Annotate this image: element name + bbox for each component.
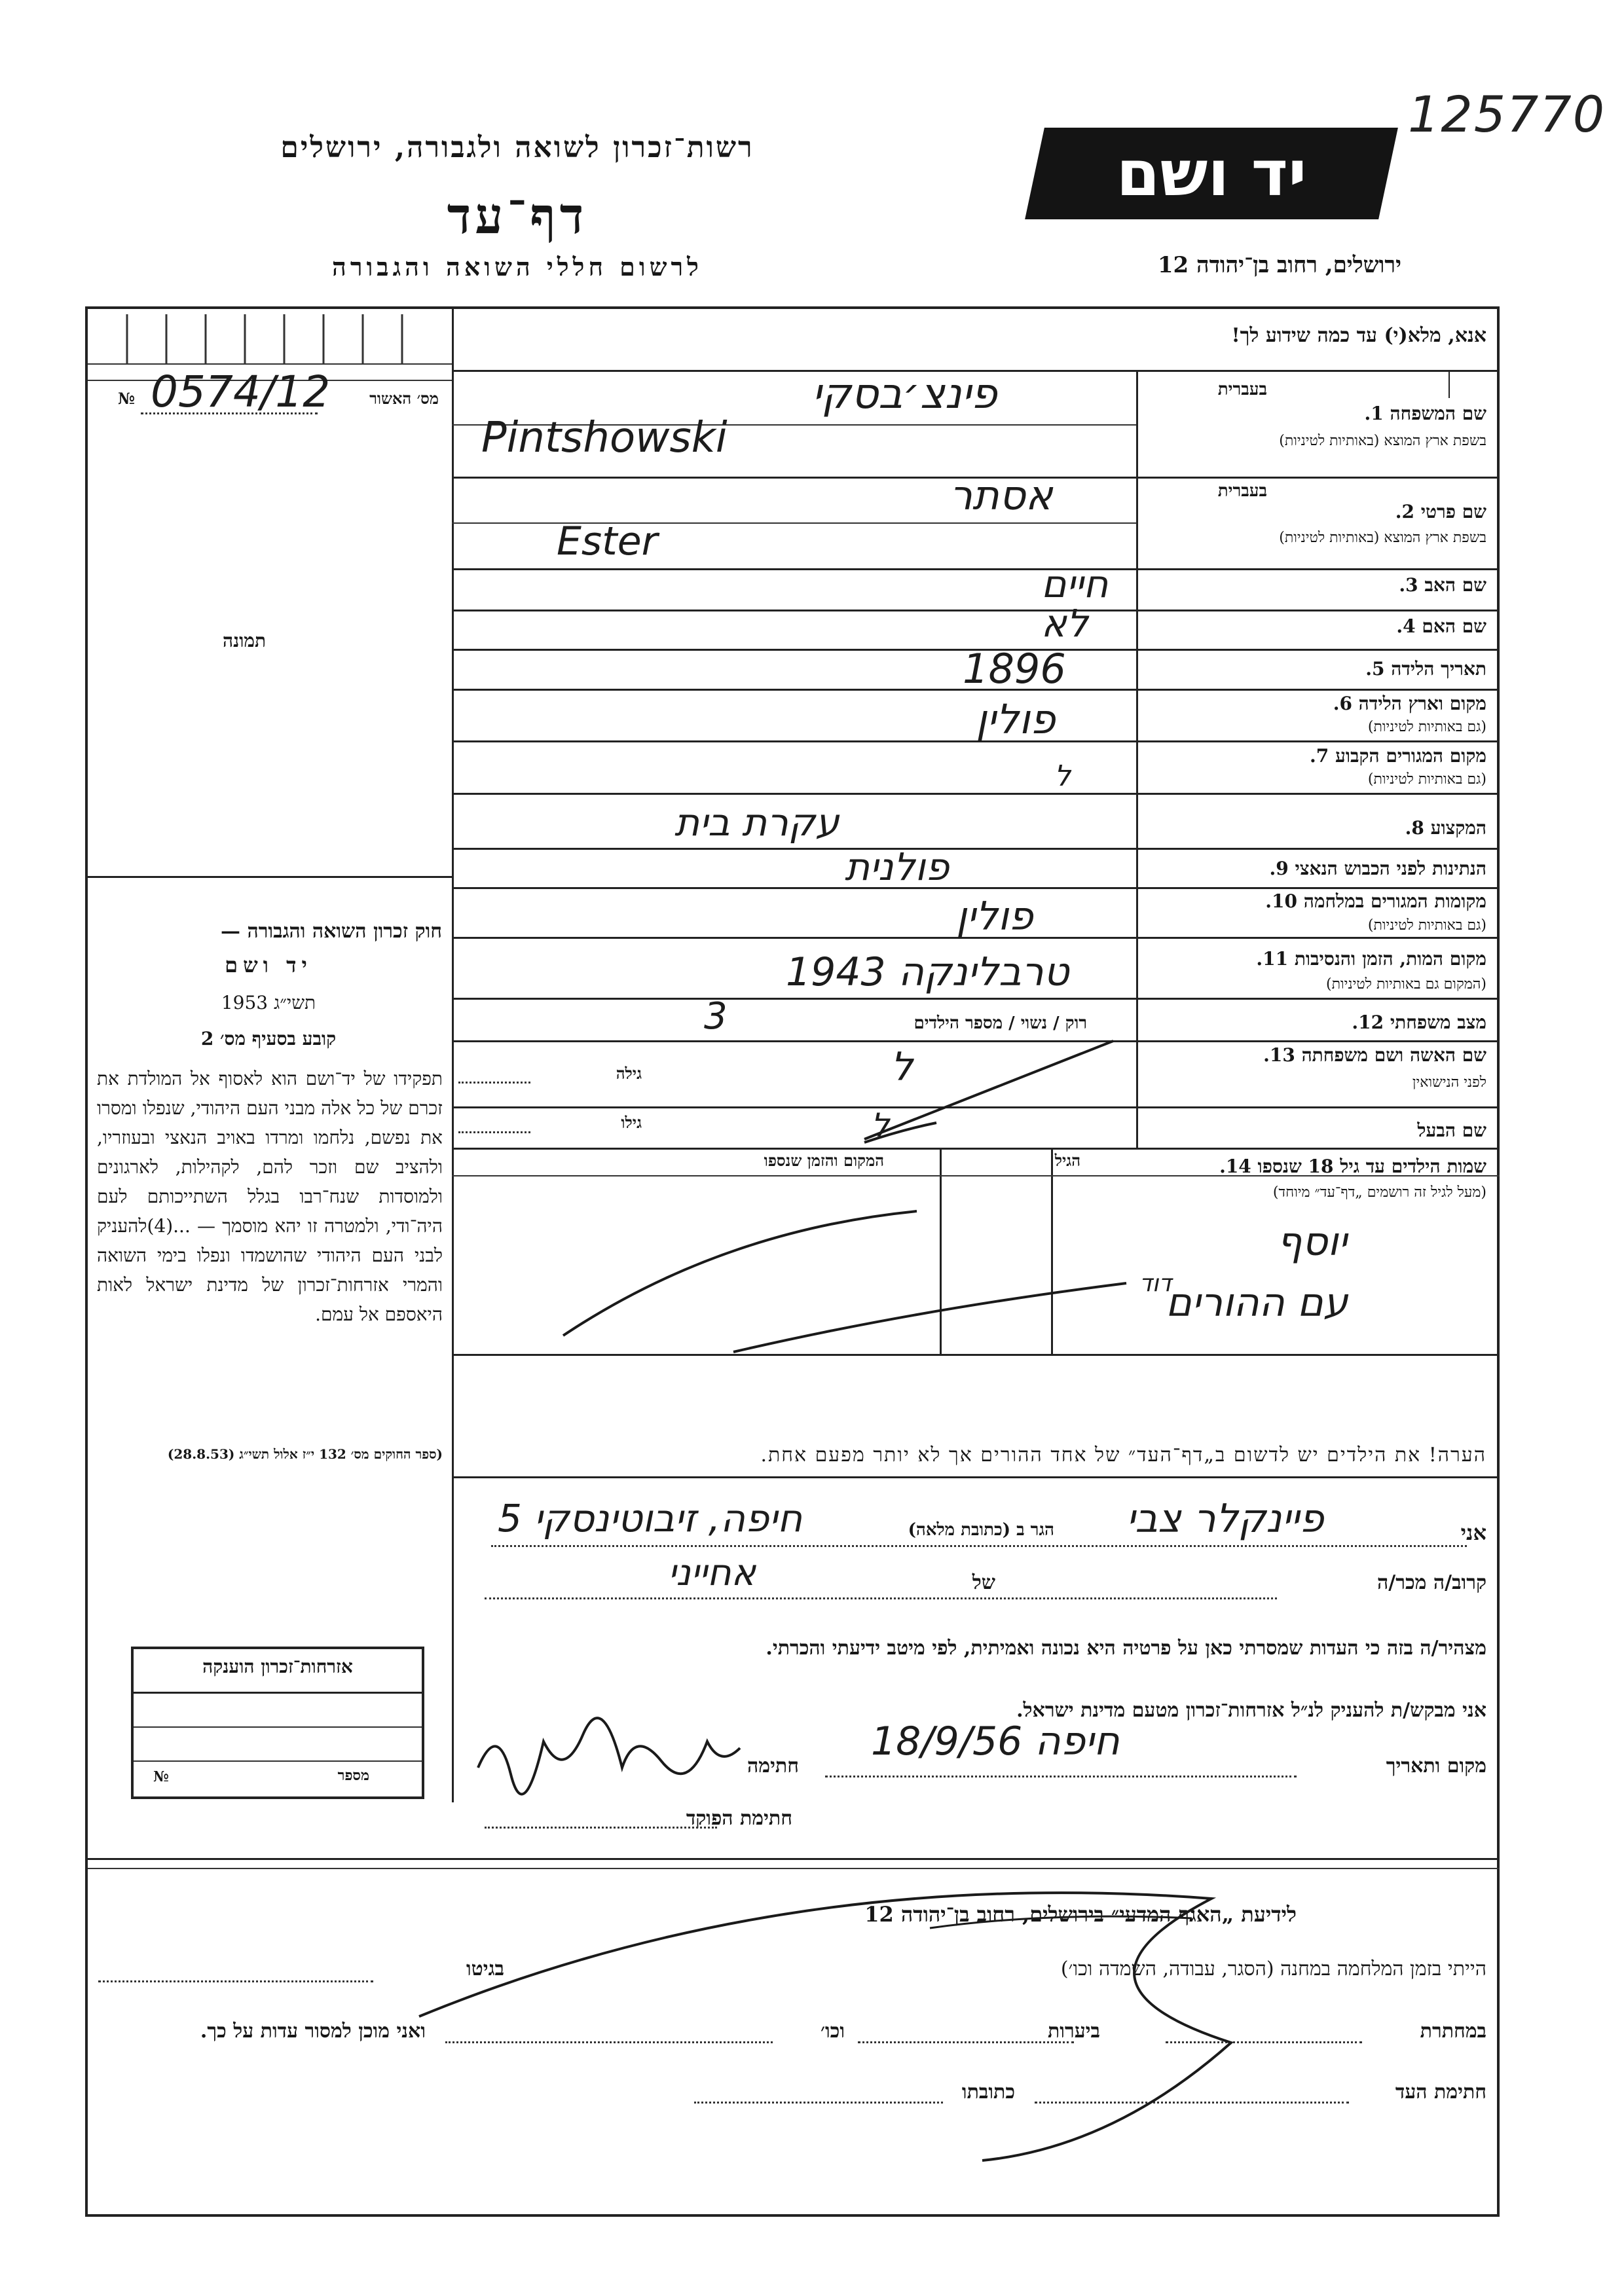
- field-12-value: 3: [704, 995, 728, 1038]
- field-5-label: תאריך הלידה: [1391, 658, 1486, 680]
- law-clause: קובע בסעיף מס׳ 2: [200, 1028, 337, 1049]
- field-14-label: שמות הילדים עד גיל 18 שנספו: [1257, 1156, 1486, 1177]
- field-2-sub: בשפת ארץ המוצא (באותיות לטיניות): [1279, 530, 1486, 546]
- archive-number: 125770: [1408, 85, 1606, 143]
- field-1-value-he: פינצ׳בסקי: [812, 370, 997, 418]
- field-8-num: 8.: [1405, 817, 1424, 839]
- signature-label: חתימה: [747, 1755, 799, 1777]
- footer-forests: ביערות: [1047, 2020, 1100, 2043]
- field-14-num: 14.: [1219, 1156, 1251, 1177]
- photo-placeholder: תמונה: [223, 630, 267, 651]
- field-4-label: שם האם: [1422, 615, 1486, 637]
- strike-wife: [864, 1041, 1113, 1139]
- field-13-value: ל: [891, 1044, 913, 1090]
- field-6-num: 6.: [1333, 693, 1352, 714]
- field-1-num: 1.: [1364, 403, 1384, 424]
- approval-label: מס׳ האשור: [369, 389, 439, 408]
- footer-title: לידיעת „האגף המדעי״ בירושלים, רחוב בן־יהודה 12: [864, 1902, 1297, 1927]
- field-5-value: 1896: [963, 645, 1066, 693]
- form-title: דף־עד: [447, 187, 588, 245]
- field-1-side: בעברית: [1217, 380, 1267, 399]
- field-2-num: 2.: [1395, 501, 1414, 522]
- field-10-value: פולין: [956, 894, 1033, 939]
- field-6-value: פולין: [976, 695, 1056, 743]
- place-date-label: מקום ותאריך: [1386, 1755, 1486, 1777]
- law-year: תשי״ג 1953: [221, 992, 316, 1013]
- underline-title: [930, 1916, 1192, 1928]
- place-date-value: חיפה 18/9/56: [871, 1719, 1120, 1764]
- field-1-sub: בשפת ארץ המוצא (באותיות לטיניות): [1279, 433, 1486, 449]
- husband-label: שם הבעל: [1417, 1120, 1486, 1141]
- field-7-value: ל: [1054, 759, 1071, 793]
- field-3-label: שם האב: [1424, 574, 1486, 596]
- form-subtitle: לרשום חללי השואה והגבורה: [332, 252, 703, 282]
- institution-name: רשות־זכרון לשואה ולגבורה, ירושלים: [280, 131, 754, 164]
- field-11-sub: (המקום גם באותיות לטיניות): [1326, 976, 1486, 993]
- footer-address-label: כתובתו: [961, 2081, 1015, 2104]
- children-age-header: הגיל: [1054, 1151, 1080, 1170]
- top-ticks: [88, 314, 452, 367]
- footer-witness-signature: חתימת העד: [1395, 2081, 1486, 2104]
- field-11-num: 11.: [1256, 948, 1289, 970]
- official-signature-label: חתימת הפוקד: [686, 1807, 792, 1830]
- field-7-num: 7.: [1310, 745, 1329, 767]
- children-place-header: המקום והזמן שנספו: [764, 1151, 884, 1170]
- field-13-age-label: גילה: [616, 1064, 642, 1083]
- husband-value: ל: [871, 1106, 890, 1144]
- footer-ready: ואני מוכן למסור עדות על כך.: [200, 2020, 426, 2043]
- field-7-sub: (גם באותיות לטיניות): [1367, 771, 1486, 788]
- field-3-num: 3.: [1399, 574, 1418, 596]
- law-text: תפקידו של יד־ושם הוא לאסוף אל המולדת את זכרם של כל אלה מבני העם היהודי, שנפלו ומסרו את נפשם, נלחמו ומרדו באויב הנאצי ובעוזריו, ולהציב שם וזכר להם, לקהילות, לארגונים ולמוסדות שנח־רבו בגלל השתייכותם לעם היה־ודי, ולמטרה זו יהא מוסמך — ...(4)להעניק לבני העם היהודי שהושמדו ונפלו בימי השואה והמרי אזרחות־זכרון של מדינת ישראל לאות היאספם אל עמם.: [97, 1068, 443, 1325]
- law-name: יד ושם: [225, 953, 312, 977]
- field-10-label: מקומות המגורים במלחמה: [1303, 890, 1486, 912]
- relation-value: אחייני: [668, 1552, 756, 1594]
- request: אני מבקש/ת להעניק לנ״ל אזרחות־זכרון מטעם מדינת ישראל.: [1016, 1699, 1486, 1722]
- footer-etc: וכו׳: [821, 2020, 845, 2043]
- law-title: חוק זכרון השואה והגבורה —: [221, 920, 442, 943]
- relation-of: של: [972, 1571, 995, 1594]
- stamp-number-label: מספר: [337, 1767, 369, 1784]
- declarant-ani: אני: [1460, 1520, 1486, 1545]
- field-3-value: חיים: [1041, 562, 1109, 606]
- field-12-options: רוק / נשוי / מספר הילדים: [913, 1013, 1087, 1033]
- field-4-value: לא: [1041, 601, 1088, 646]
- residing-value: חיפה, זיבוטינסקי 5: [498, 1496, 803, 1540]
- field-9-num: 9.: [1269, 858, 1289, 879]
- field-7-label: מקום המגורים הקבוע: [1335, 745, 1486, 767]
- header-address: ירושלים, רחוב בן־יהודה 12: [1157, 252, 1401, 278]
- field-2-value-latin: Ester: [557, 519, 658, 564]
- declarant-name: פיינקלר צבי: [1126, 1496, 1324, 1542]
- field-10-num: 10.: [1265, 890, 1298, 912]
- form-instruction: אנא, מלא(י) עד כמה שידוע לך!: [1231, 324, 1486, 347]
- stamp-title: אזרחות־זכרון הוענקה: [202, 1656, 353, 1677]
- field-1-value-latin: Pintshowski: [481, 414, 728, 462]
- field-10-sub: (גם באותיות לטיניות): [1367, 917, 1486, 934]
- field-13-label: שם האשה ושם משפחתה: [1301, 1044, 1486, 1066]
- approval-number: 0574/12: [151, 367, 331, 417]
- strike-children-2: [733, 1283, 1126, 1352]
- field-9-label: הנתינות לפני הכבוש הנאצי: [1295, 858, 1486, 879]
- note: הערה! את הילדים יש לדשום ב„דף־העד״ של אחד ההורים אך לא יותר מפעם אחת.: [760, 1444, 1486, 1467]
- logo-text: יד ושם: [1116, 137, 1307, 210]
- field-11-label: מקום המות, הזמן והנסיבות: [1294, 948, 1486, 970]
- field-2-side: בעברית: [1217, 481, 1267, 501]
- field-6-label: מקום וארץ הלידה: [1358, 693, 1486, 714]
- field-6-sub: (גם באותיות לטיניות): [1367, 719, 1486, 735]
- field-11-value: טרבלינקה 1943: [786, 949, 1069, 995]
- stamp-prefix: №: [153, 1768, 169, 1785]
- field-13-sub: לפני הנישואין: [1412, 1074, 1486, 1091]
- field-1-label: שם המשפחה: [1390, 403, 1486, 424]
- footer-line1: הייתי בזמן המלחמה במחנה (הסגר, עבודה, השמדה וכו׳): [1060, 1958, 1486, 1980]
- field-4-num: 4.: [1396, 615, 1416, 637]
- strike-footer: [419, 1893, 1231, 2160]
- strike-children-1: [563, 1211, 917, 1336]
- field-2-value-he: אסתר: [950, 471, 1053, 519]
- child-1-name: יוסף: [1277, 1219, 1348, 1265]
- relation-label: קרוב/ה מכר/ה: [1377, 1571, 1486, 1594]
- field-14-sub: (מעל לגיל זה רושמים „דף־עד״ מיוחד): [1272, 1184, 1486, 1201]
- field-8-label: המקצוע: [1430, 817, 1486, 839]
- field-13-num: 13.: [1263, 1044, 1295, 1066]
- declaration: מצהיר/ה בזה כי העדות שמסרתי כאן על פרטיה היא נכונה ואמיתית, לפי מיטב ידיעתי והכרתי.: [766, 1637, 1486, 1660]
- footer-underground: במחתרת: [1420, 2020, 1486, 2043]
- field-8-value: עקרת בית: [674, 800, 840, 845]
- field-2-label: שם פרטי: [1420, 501, 1486, 522]
- approval-prefix: №: [118, 389, 136, 408]
- child-2-name: דוד: [1139, 1270, 1172, 1297]
- children-note: עם ההורים: [1166, 1280, 1348, 1326]
- footer-ghetto: בגיטו: [466, 1958, 504, 1980]
- field-12-label: מצב משפחתי: [1390, 1011, 1486, 1033]
- field-5-num: 5.: [1365, 658, 1385, 680]
- law-citation: (ספר החוקים מס׳ 132 י״ז אלול תשי״ג (28.8.53): [167, 1446, 443, 1462]
- field-12-num: 12.: [1352, 1011, 1384, 1033]
- field-9-value: פולנית: [845, 845, 950, 889]
- residing-label: הגר ב (כתובת מלאה): [908, 1520, 1054, 1540]
- husband-age-label: גילו: [621, 1113, 642, 1132]
